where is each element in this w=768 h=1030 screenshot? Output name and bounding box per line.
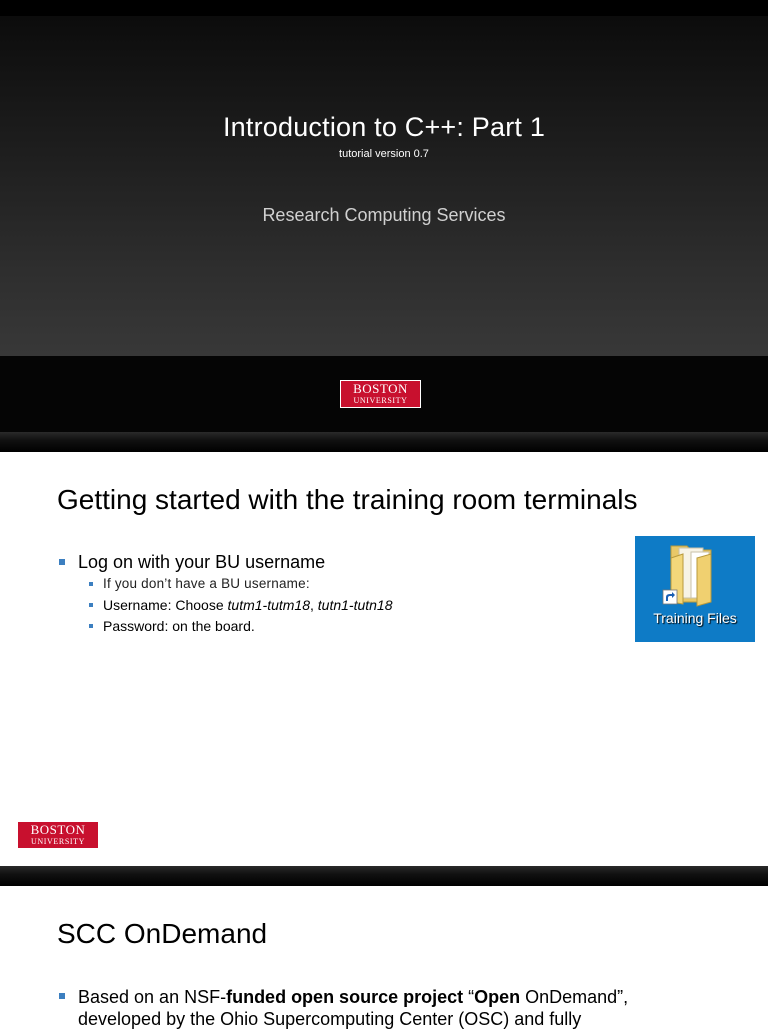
slide-title: Getting started with the training room terminals — [57, 484, 638, 515]
bullet-marker — [59, 993, 65, 999]
slide-title: SCC OnDemand — [57, 918, 268, 949]
boston-university-logo — [340, 380, 421, 408]
bullet-text-part: “ — [463, 987, 475, 1007]
bullet-bold-text: Open — [474, 987, 521, 1007]
bullet-text-part: Based on an NSF- — [78, 987, 227, 1007]
slide-separator — [0, 432, 768, 452]
bullet-item — [57, 552, 393, 576]
sub-bullet-text: Password: on the board. — [103, 618, 255, 634]
organization-name: Research Computing Services — [262, 205, 506, 225]
bullet-marker — [89, 624, 93, 628]
sub-bullet-text: If you don’t have a BU username: — [103, 576, 310, 591]
bullet-text-part: OnDemand”, — [520, 987, 629, 1007]
logo-line-1: BOSTON — [30, 822, 86, 837]
tutorial-version: tutorial version 0.7 — [339, 148, 429, 160]
bullet-bold-text: funded open source project — [226, 987, 464, 1007]
desktop-icon-label: Training Files — [653, 610, 737, 626]
scc-ondemand-slide — [0, 886, 768, 1029]
sub-bullet-prefix: Username: Choose — [103, 597, 228, 613]
sub-bullet-item — [57, 597, 393, 618]
bullet-marker — [59, 559, 65, 565]
bullet-item — [57, 986, 758, 1030]
bullet-marker — [89, 603, 93, 607]
slide-separator — [0, 866, 768, 886]
sub-bullet-item — [57, 576, 393, 597]
sub-bullet-item — [57, 618, 393, 639]
presentation-title: Introduction to C++: Part 1 — [222, 112, 546, 142]
sub-bullet-sep: , — [310, 597, 318, 613]
title-slide — [0, 0, 768, 432]
bullet-text-line2: developed by the Ohio Supercomputing Center (OSC) and fully — [78, 1009, 582, 1029]
title-slide-header — [0, 16, 768, 356]
username-range-2: tutn1-tutn18 — [317, 597, 393, 613]
boston-university-logo — [17, 821, 99, 849]
bullet-list — [57, 552, 393, 639]
logo-line-2: UNIVERSITY — [353, 396, 408, 405]
logo-line-1: BOSTON — [353, 381, 408, 396]
getting-started-slide — [0, 452, 768, 866]
logo-line-2: UNIVERSITY — [31, 837, 85, 846]
training-files-desktop-icon[interactable] — [635, 536, 755, 642]
bullet-text: Log on with your BU username — [78, 552, 326, 572]
username-range-1: tutm1-tutm18 — [227, 597, 310, 613]
folder-shortcut-icon — [635, 536, 755, 610]
bullet-marker — [89, 582, 93, 586]
